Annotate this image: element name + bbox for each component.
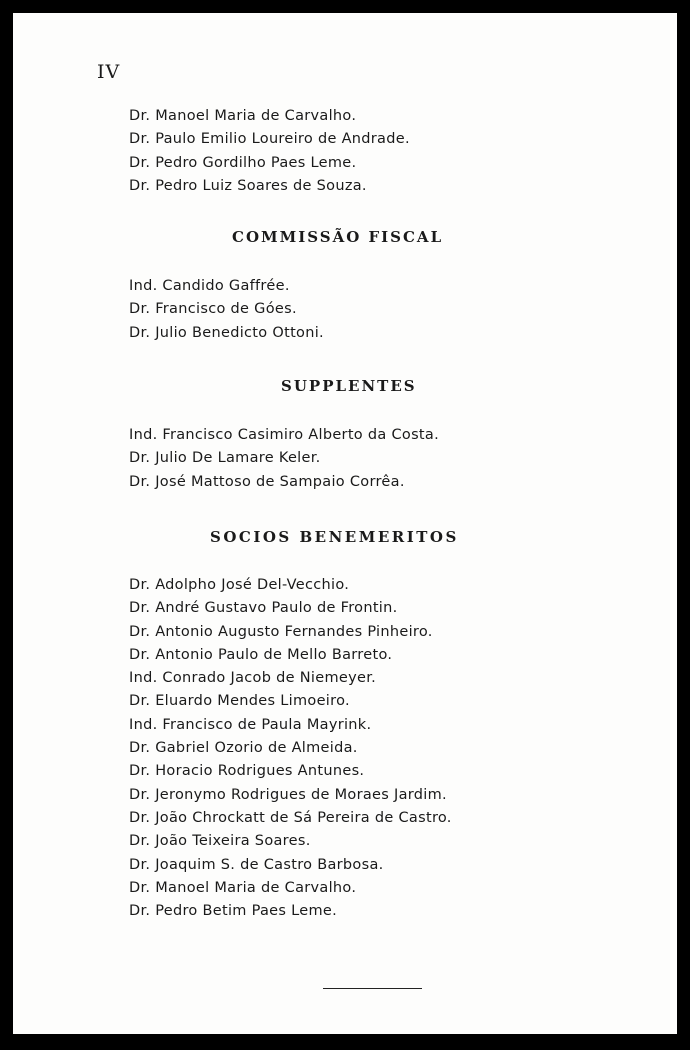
list-item: Dr. Manoel Maria de Carvalho. (129, 879, 357, 896)
list-item: Dr. Horacio Rodrigues Antunes. (129, 763, 365, 780)
supplentes-list (129, 424, 439, 494)
section-heading-commissao-fiscal: COMMISSÃO FISCAL (232, 228, 444, 246)
list-item: Dr. Julio Benedicto Ottoni. (129, 324, 324, 341)
list-item: Dr. Pedro Betim Paes Leme. (129, 903, 338, 920)
list-item: Dr. Julio De Lamare Keler. (129, 450, 321, 467)
document-page (13, 13, 677, 1034)
list-item: Ind. Conrado Jacob de Niemeyer. (129, 670, 377, 687)
list-item: Dr. Antonio Paulo de Mello Barreto. (129, 646, 393, 663)
list-item: Ind. Francisco de Paula Mayrink. (129, 716, 372, 733)
list-item: Dr. André Gustavo Paulo de Frontin. (129, 600, 398, 617)
page-number: IV (97, 61, 121, 83)
list-item: Dr. João Teixeira Soares. (129, 833, 311, 850)
list-item: Ind. Candido Gaffrée. (129, 278, 290, 294)
fiscal-list (129, 275, 324, 345)
socios-list (129, 574, 452, 923)
list-item: Dr. Adolpho José Del-Vecchio. (129, 577, 350, 593)
list-item: Dr. Eluardo Mendes Limoeiro. (129, 693, 350, 710)
list-item: Dr. Francisco de Góes. (129, 301, 297, 318)
list-item: Dr. Pedro Gordilho Paes Leme. (129, 154, 357, 171)
list-item: Dr. Paulo Emilio Loureiro de Andrade. (129, 131, 410, 148)
closing-rule (323, 988, 422, 989)
list-item: Dr. Jeronymo Rodrigues de Moraes Jardim. (129, 786, 447, 803)
section-heading-socios-benemeritos: SOCIOS BENEMERITOS (210, 528, 459, 546)
list-item: Ind. Francisco Casimiro Alberto da Costa. (129, 427, 440, 443)
list-item: Dr. Antonio Augusto Fernandes Pinheiro. (129, 623, 433, 640)
list-item: Dr. Gabriel Ozorio de Almeida. (129, 740, 358, 757)
list-item: Dr. Manoel Maria de Carvalho. (129, 108, 357, 124)
list-item: Dr. Pedro Luiz Soares de Souza. (129, 177, 367, 194)
section-heading-supplentes: SUPPLENTES (281, 377, 417, 395)
list-item: Dr. Joaquim S. de Castro Barbosa. (129, 856, 384, 873)
list-item: Dr. João Chrockatt de Sá Pereira de Castro. (129, 809, 452, 826)
list-item: Dr. José Mattoso de Sampaio Corrêa. (129, 473, 405, 490)
directors-list (129, 105, 410, 198)
